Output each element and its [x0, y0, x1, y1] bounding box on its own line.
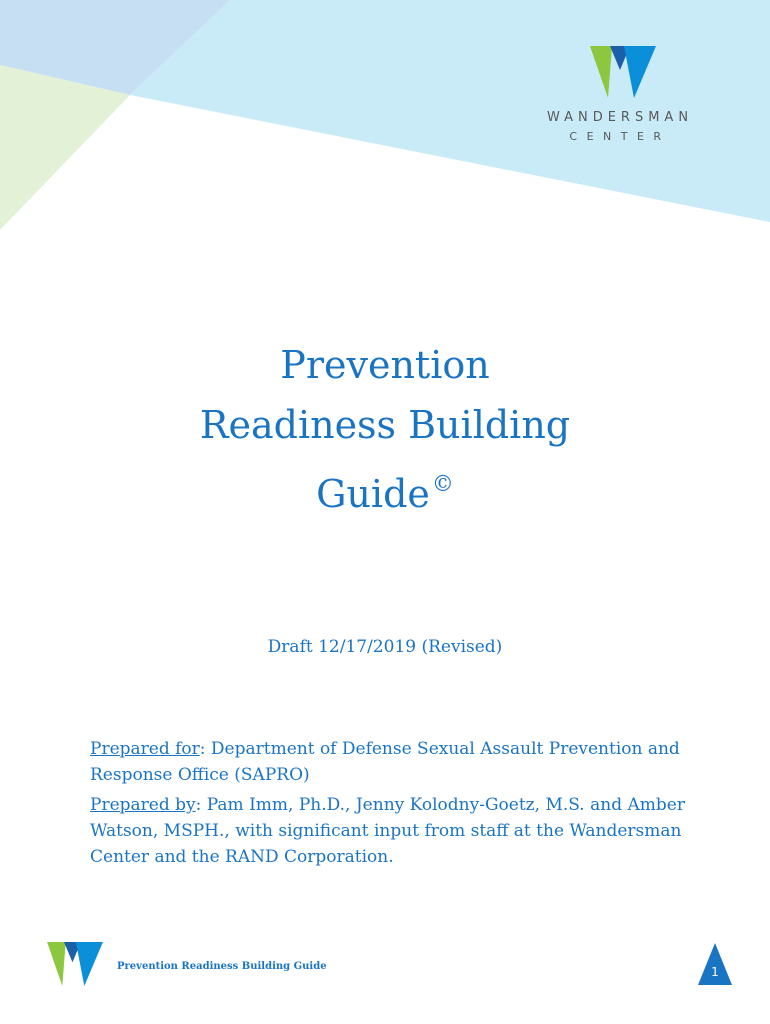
copyright-symbol: ©: [431, 472, 454, 497]
brand-name-line2: CENTER: [569, 130, 671, 143]
prepared-by-paragraph: [90, 792, 710, 870]
title-line3-text: Guide: [316, 472, 430, 516]
footer-logo-icon: [47, 942, 103, 986]
draft-date: Draft 12/17/2019 (Revised): [267, 637, 503, 657]
prepared-for-paragraph: [90, 736, 710, 788]
document-title: [85, 335, 685, 524]
page-number-badge: [698, 943, 732, 985]
title-line2: Readiness Building: [199, 403, 571, 447]
prepared-for-text: : Department of Defense Sexual Assault Prevention and Response Office (SAPRO): [90, 739, 680, 785]
page-number: 1: [711, 965, 719, 979]
prepared-by-text: : Pam Imm, Ph.D., Jenny Kolodny-Goetz, M.S. and Amber Watson, MSPH., with significant input from staff at the Wandersman Center and the RAND Corporation.: [90, 795, 685, 867]
prepared-for-label: Prepared for: [90, 739, 200, 759]
brand-name-line1: WANDERSMAN: [546, 110, 694, 125]
title-line1: Prevention: [280, 343, 490, 387]
footer-title: Prevention Readiness Building Guide: [117, 961, 327, 972]
title-line3: [85, 455, 685, 524]
prepared-by-label: Prepared by: [90, 795, 196, 815]
wandersman-logo-icon: [590, 46, 656, 98]
